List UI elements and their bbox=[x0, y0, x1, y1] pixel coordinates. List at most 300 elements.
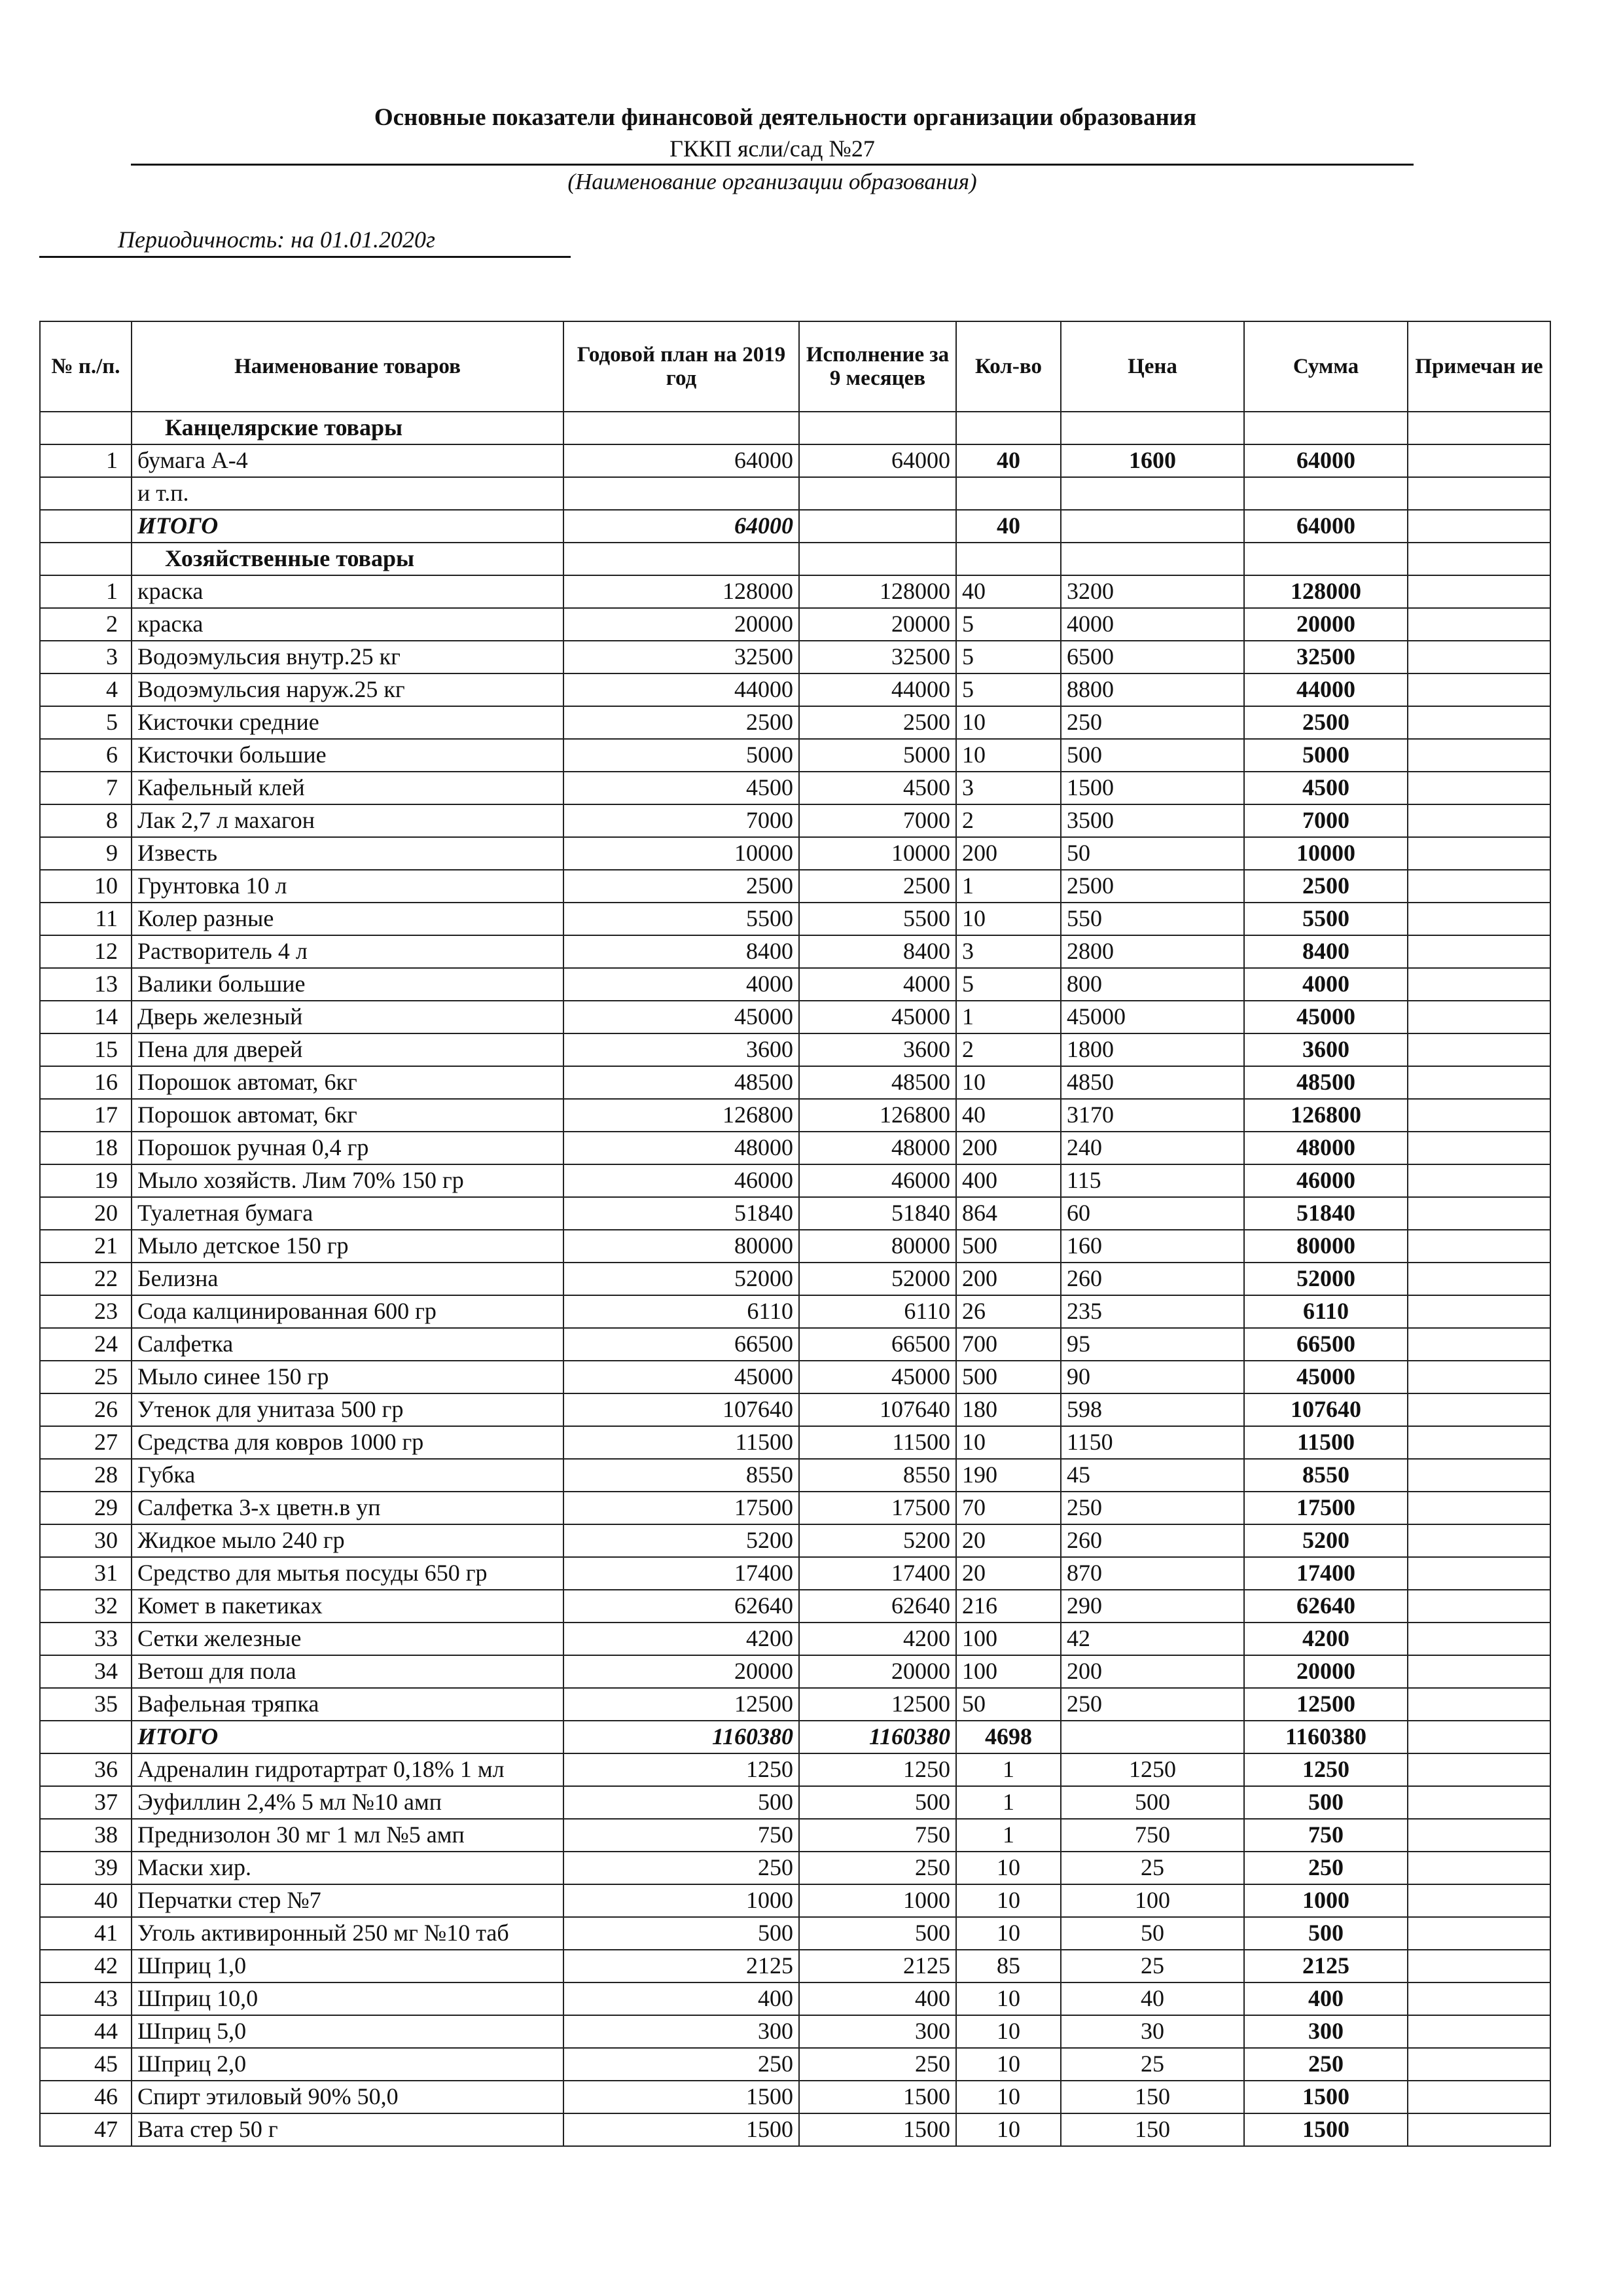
cell-qty: 100 bbox=[956, 1623, 1061, 1655]
cell-exec: 1500 bbox=[799, 2113, 956, 2146]
cell-plan: 4000 bbox=[563, 968, 799, 1001]
cell-sum: 11500 bbox=[1244, 1426, 1408, 1459]
cell-price: 550 bbox=[1061, 903, 1244, 935]
cell-notes bbox=[1408, 1066, 1550, 1099]
cell-exec: 1500 bbox=[799, 2081, 956, 2113]
cell-exec: 80000 bbox=[799, 1230, 956, 1263]
cell-plan: 32500 bbox=[563, 641, 799, 673]
cell-name: Валики большие bbox=[132, 968, 563, 1001]
cell-price: 290 bbox=[1061, 1590, 1244, 1623]
cell-name: Порошок ручная 0,4 гр bbox=[132, 1132, 563, 1164]
cell-empty bbox=[563, 412, 799, 444]
cell-exec: 2500 bbox=[799, 870, 956, 903]
cell-sum: 3600 bbox=[1244, 1033, 1408, 1066]
cell-name: Порошок автомат, 6кг bbox=[132, 1066, 563, 1099]
cell-name: Вафельная тряпка bbox=[132, 1688, 563, 1721]
cell-plan: 1500 bbox=[563, 2113, 799, 2146]
total-label: ИТОГО bbox=[132, 510, 563, 543]
cell-qty: 10 bbox=[956, 1884, 1061, 1917]
cell-price: 2500 bbox=[1061, 870, 1244, 903]
cell-sum: 48500 bbox=[1244, 1066, 1408, 1099]
cell-plan: 46000 bbox=[563, 1164, 799, 1197]
table-row bbox=[40, 444, 1550, 477]
section-title: Хозяйственные товары bbox=[132, 543, 563, 575]
cell-plan: 2125 bbox=[563, 1950, 799, 1982]
cell-notes bbox=[1408, 1852, 1550, 1884]
table-row bbox=[40, 1917, 1550, 1950]
cell-qty: 5 bbox=[956, 968, 1061, 1001]
cell-number: 16 bbox=[40, 1066, 132, 1099]
cell-plan: 12500 bbox=[563, 1688, 799, 1721]
cell-name: Мыло хозяйств. Лим 70% 150 гр bbox=[132, 1164, 563, 1197]
cell-notes bbox=[1408, 1132, 1550, 1164]
cell-notes bbox=[1408, 1295, 1550, 1328]
cell-sum: 6110 bbox=[1244, 1295, 1408, 1328]
cell-empty bbox=[563, 543, 799, 575]
cell-plan: 1500 bbox=[563, 2081, 799, 2113]
col-price-header: Цена bbox=[1061, 321, 1244, 412]
cell-notes bbox=[1408, 1459, 1550, 1492]
cell-name: Известь bbox=[132, 837, 563, 870]
periodicity: Периодичность: на 01.01.2020г bbox=[39, 226, 571, 258]
table-row bbox=[40, 2081, 1550, 2113]
cell-exec: 250 bbox=[799, 1852, 956, 1884]
cell-qty: 864 bbox=[956, 1197, 1061, 1230]
col-sum-header: Сумма bbox=[1244, 321, 1408, 412]
cell-qty: 1 bbox=[956, 870, 1061, 903]
cell-number: 1 bbox=[40, 444, 132, 477]
cell-notes bbox=[1408, 1655, 1550, 1688]
cell-price: 3170 bbox=[1061, 1099, 1244, 1132]
cell-price: 1250 bbox=[1061, 1753, 1244, 1786]
cell-exec: 48500 bbox=[799, 1066, 956, 1099]
table-row bbox=[40, 1492, 1550, 1524]
cell-price: 95 bbox=[1061, 1328, 1244, 1361]
total-row bbox=[40, 1721, 1550, 1753]
cell-sum: 5500 bbox=[1244, 903, 1408, 935]
cell-name: Шприц 1,0 bbox=[132, 1950, 563, 1982]
cell-plan: 11500 bbox=[563, 1426, 799, 1459]
table-row bbox=[40, 2113, 1550, 2146]
cell-name: Водоэмульсия внутр.25 кг bbox=[132, 641, 563, 673]
cell-plan: 20000 bbox=[563, 1655, 799, 1688]
cell-qty: 5 bbox=[956, 608, 1061, 641]
cell-qty: 1 bbox=[956, 1753, 1061, 1786]
cell-qty: 3 bbox=[956, 772, 1061, 804]
cell-sum: 4200 bbox=[1244, 1623, 1408, 1655]
cell-exec: 8550 bbox=[799, 1459, 956, 1492]
cell-name: Пена для дверей bbox=[132, 1033, 563, 1066]
cell-name: Водоэмульсия наруж.25 кг bbox=[132, 673, 563, 706]
cell-plan: 300 bbox=[563, 2015, 799, 2048]
cell-qty: 500 bbox=[956, 1361, 1061, 1393]
cell-qty: 10 bbox=[956, 1982, 1061, 2015]
cell-notes bbox=[1408, 935, 1550, 968]
organization-caption: (Наименование организации образования) bbox=[567, 169, 977, 194]
section-header-row bbox=[40, 412, 1550, 444]
cell-notes bbox=[1408, 1361, 1550, 1393]
section-title: Канцелярские товары bbox=[132, 412, 563, 444]
cell-exec: 20000 bbox=[799, 608, 956, 641]
cell-plan: 3600 bbox=[563, 1033, 799, 1066]
cell-sum: 48000 bbox=[1244, 1132, 1408, 1164]
total-price bbox=[1061, 1721, 1244, 1753]
cell-sum: 8400 bbox=[1244, 935, 1408, 968]
cell-notes bbox=[1408, 1197, 1550, 1230]
cell-number bbox=[40, 510, 132, 543]
cell-notes bbox=[1408, 575, 1550, 608]
cell-price: 3500 bbox=[1061, 804, 1244, 837]
cell-name: Адреналин гидротартрат 0,18% 1 мл bbox=[132, 1753, 563, 1786]
total-price bbox=[1061, 510, 1244, 543]
cell-empty bbox=[799, 412, 956, 444]
cell-notes bbox=[1408, 2113, 1550, 2146]
cell-exec: 126800 bbox=[799, 1099, 956, 1132]
cell-qty: 10 bbox=[956, 1852, 1061, 1884]
cell-notes bbox=[1408, 510, 1550, 543]
cell-name: Утенок для унитаза 500 гр bbox=[132, 1393, 563, 1426]
cell-sum: 500 bbox=[1244, 1917, 1408, 1950]
cell-plan: 1250 bbox=[563, 1753, 799, 1786]
cell-number: 21 bbox=[40, 1230, 132, 1263]
cell-number: 6 bbox=[40, 739, 132, 772]
cell-name: Губка bbox=[132, 1459, 563, 1492]
cell-number bbox=[40, 1721, 132, 1753]
cell-name: Вата стер 50 г bbox=[132, 2113, 563, 2146]
cell-exec: 45000 bbox=[799, 1001, 956, 1033]
table-row bbox=[40, 1393, 1550, 1426]
cell-exec: 45000 bbox=[799, 1361, 956, 1393]
cell-sum: 500 bbox=[1244, 1786, 1408, 1819]
cell-number: 46 bbox=[40, 2081, 132, 2113]
cell-qty: 200 bbox=[956, 837, 1061, 870]
table-row bbox=[40, 1164, 1550, 1197]
cell-qty: 40 bbox=[956, 575, 1061, 608]
cell-sum: 107640 bbox=[1244, 1393, 1408, 1426]
cell-name: Кафельный клей bbox=[132, 772, 563, 804]
total-plan: 64000 bbox=[563, 510, 799, 543]
cell-notes bbox=[1408, 1786, 1550, 1819]
cell-notes bbox=[1408, 2015, 1550, 2048]
cell-name: Сетки железные bbox=[132, 1623, 563, 1655]
cell-empty bbox=[956, 543, 1061, 575]
cell-exec: 2125 bbox=[799, 1950, 956, 1982]
cell-plan: 1000 bbox=[563, 1884, 799, 1917]
cell-name: Средство для мытья посуды 650 гр bbox=[132, 1557, 563, 1590]
cell-number bbox=[40, 543, 132, 575]
cell-plan: 2500 bbox=[563, 706, 799, 739]
cell-name: Жидкое мыло 240 гр bbox=[132, 1524, 563, 1557]
cell-plan: 107640 bbox=[563, 1393, 799, 1426]
cell-plan: 17500 bbox=[563, 1492, 799, 1524]
cell-sum: 44000 bbox=[1244, 673, 1408, 706]
cell-sum: 1500 bbox=[1244, 2113, 1408, 2146]
cell-name: Уголь активиронный 250 мг №10 таб bbox=[132, 1917, 563, 1950]
cell-notes bbox=[1408, 1950, 1550, 1982]
cell-qty: 1 bbox=[956, 1819, 1061, 1852]
cell-plan: 48000 bbox=[563, 1132, 799, 1164]
col-plan-header: Годовой план на 2019 год bbox=[563, 321, 799, 412]
cell-qty: 5 bbox=[956, 641, 1061, 673]
cell-price: 100 bbox=[1061, 1884, 1244, 1917]
cell-exec bbox=[799, 477, 956, 510]
cell-empty bbox=[1061, 412, 1244, 444]
cell-number: 23 bbox=[40, 1295, 132, 1328]
cell-qty: 10 bbox=[956, 2015, 1061, 2048]
cell-price: 45000 bbox=[1061, 1001, 1244, 1033]
table-row bbox=[40, 1230, 1550, 1263]
cell-price: 50 bbox=[1061, 837, 1244, 870]
cell-name: Салфетка bbox=[132, 1328, 563, 1361]
cell-name: Шприц 2,0 bbox=[132, 2048, 563, 2081]
cell-price: 1150 bbox=[1061, 1426, 1244, 1459]
table-row bbox=[40, 1557, 1550, 1590]
cell-qty: 50 bbox=[956, 1688, 1061, 1721]
cell-empty bbox=[1061, 543, 1244, 575]
cell-number: 25 bbox=[40, 1361, 132, 1393]
cell-number: 42 bbox=[40, 1950, 132, 1982]
cell-qty: 70 bbox=[956, 1492, 1061, 1524]
cell-number: 33 bbox=[40, 1623, 132, 1655]
table-row bbox=[40, 968, 1550, 1001]
cell-price: 160 bbox=[1061, 1230, 1244, 1263]
cell-qty: 10 bbox=[956, 739, 1061, 772]
cell-notes bbox=[1408, 1721, 1550, 1753]
cell-sum: 17500 bbox=[1244, 1492, 1408, 1524]
table-row bbox=[40, 575, 1550, 608]
cell-exec: 750 bbox=[799, 1819, 956, 1852]
cell-exec: 8400 bbox=[799, 935, 956, 968]
cell-number: 19 bbox=[40, 1164, 132, 1197]
cell-qty: 10 bbox=[956, 1917, 1061, 1950]
cell-number: 13 bbox=[40, 968, 132, 1001]
cell-number: 15 bbox=[40, 1033, 132, 1066]
cell-price: 150 bbox=[1061, 2113, 1244, 2146]
cell-plan: 5500 bbox=[563, 903, 799, 935]
cell-number: 37 bbox=[40, 1786, 132, 1819]
cell-sum: 5200 bbox=[1244, 1524, 1408, 1557]
cell-number: 8 bbox=[40, 804, 132, 837]
cell-price: 6500 bbox=[1061, 641, 1244, 673]
cell-exec: 62640 bbox=[799, 1590, 956, 1623]
cell-number: 1 bbox=[40, 575, 132, 608]
cell-qty: 216 bbox=[956, 1590, 1061, 1623]
cell-sum: 52000 bbox=[1244, 1263, 1408, 1295]
cell-name: краска bbox=[132, 575, 563, 608]
cell-number: 28 bbox=[40, 1459, 132, 1492]
cell-sum: 51840 bbox=[1244, 1197, 1408, 1230]
cell-number: 18 bbox=[40, 1132, 132, 1164]
cell-plan: 17400 bbox=[563, 1557, 799, 1590]
cell-name: Преднизолон 30 мг 1 мл №5 амп bbox=[132, 1819, 563, 1852]
cell-exec: 4500 bbox=[799, 772, 956, 804]
cell-qty: 500 bbox=[956, 1230, 1061, 1263]
cell-notes bbox=[1408, 1492, 1550, 1524]
cell-sum: 750 bbox=[1244, 1819, 1408, 1852]
cell-plan: 4500 bbox=[563, 772, 799, 804]
cell-price: 1800 bbox=[1061, 1033, 1244, 1066]
cell-sum: 20000 bbox=[1244, 608, 1408, 641]
table-row bbox=[40, 1819, 1550, 1852]
cell-plan: 45000 bbox=[563, 1361, 799, 1393]
cell-number: 11 bbox=[40, 903, 132, 935]
cell-plan: 10000 bbox=[563, 837, 799, 870]
cell-name: Салфетка 3-х цветн.в уп bbox=[132, 1492, 563, 1524]
cell-exec: 46000 bbox=[799, 1164, 956, 1197]
cell-sum: 20000 bbox=[1244, 1655, 1408, 1688]
cell-qty: 10 bbox=[956, 706, 1061, 739]
cell-sum: 1000 bbox=[1244, 1884, 1408, 1917]
cell-exec: 48000 bbox=[799, 1132, 956, 1164]
cell-name: Кисточки большие bbox=[132, 739, 563, 772]
cell-price: 150 bbox=[1061, 2081, 1244, 2113]
cell-notes bbox=[1408, 804, 1550, 837]
cell-notes bbox=[1408, 1164, 1550, 1197]
table-row bbox=[40, 1197, 1550, 1230]
cell-exec: 500 bbox=[799, 1917, 956, 1950]
cell-qty: 200 bbox=[956, 1263, 1061, 1295]
organization-name: ГККП ясли/сад №27 bbox=[131, 135, 1414, 166]
cell-sum: 128000 bbox=[1244, 575, 1408, 608]
table-row bbox=[40, 935, 1550, 968]
cell-sum: 1250 bbox=[1244, 1753, 1408, 1786]
cell-exec: 10000 bbox=[799, 837, 956, 870]
cell-plan: 44000 bbox=[563, 673, 799, 706]
cell-price: 25 bbox=[1061, 2048, 1244, 2081]
total-exec bbox=[799, 510, 956, 543]
cell-notes bbox=[1408, 1590, 1550, 1623]
cell-price: 240 bbox=[1061, 1132, 1244, 1164]
cell-notes bbox=[1408, 1393, 1550, 1426]
table-row bbox=[40, 477, 1550, 510]
cell-notes bbox=[1408, 1557, 1550, 1590]
cell-sum: 2125 bbox=[1244, 1950, 1408, 1982]
cell-name: Туалетная бумага bbox=[132, 1197, 563, 1230]
cell-notes bbox=[1408, 706, 1550, 739]
cell-notes bbox=[1408, 641, 1550, 673]
cell-notes bbox=[1408, 1328, 1550, 1361]
cell-number: 27 bbox=[40, 1426, 132, 1459]
cell-exec: 2500 bbox=[799, 706, 956, 739]
total-plan: 1160380 bbox=[563, 1721, 799, 1753]
col-name-header: Наименование товаров bbox=[132, 321, 563, 412]
cell-sum: 62640 bbox=[1244, 1590, 1408, 1623]
cell-price: 115 bbox=[1061, 1164, 1244, 1197]
cell-number: 24 bbox=[40, 1328, 132, 1361]
table-row bbox=[40, 1623, 1550, 1655]
cell-name: Грунтовка 10 л bbox=[132, 870, 563, 903]
cell-number: 3 bbox=[40, 641, 132, 673]
cell-plan: 250 bbox=[563, 1852, 799, 1884]
cell-name: бумага А-4 bbox=[132, 444, 563, 477]
cell-exec: 5000 bbox=[799, 739, 956, 772]
table-row bbox=[40, 1786, 1550, 1819]
cell-plan: 126800 bbox=[563, 1099, 799, 1132]
cell-empty bbox=[1408, 412, 1550, 444]
cell-exec: 1000 bbox=[799, 1884, 956, 1917]
cell-sum bbox=[1244, 477, 1408, 510]
table-row bbox=[40, 1688, 1550, 1721]
cell-plan: 8550 bbox=[563, 1459, 799, 1492]
cell-notes bbox=[1408, 903, 1550, 935]
total-qty: 4698 bbox=[956, 1721, 1061, 1753]
cell-notes bbox=[1408, 1524, 1550, 1557]
table-row bbox=[40, 1066, 1550, 1099]
cell-price: 260 bbox=[1061, 1524, 1244, 1557]
table-row bbox=[40, 608, 1550, 641]
cell-price: 260 bbox=[1061, 1263, 1244, 1295]
cell-exec: 51840 bbox=[799, 1197, 956, 1230]
cell-qty: 20 bbox=[956, 1557, 1061, 1590]
cell-name: Лак 2,7 л махагон bbox=[132, 804, 563, 837]
cell-name: Дверь железный bbox=[132, 1001, 563, 1033]
cell-plan: 400 bbox=[563, 1982, 799, 2015]
col-notes-header: Примечан ие bbox=[1408, 321, 1550, 412]
cell-notes bbox=[1408, 1819, 1550, 1852]
cell-price: 42 bbox=[1061, 1623, 1244, 1655]
cell-plan: 66500 bbox=[563, 1328, 799, 1361]
cell-exec: 300 bbox=[799, 2015, 956, 2048]
table-row bbox=[40, 1655, 1550, 1688]
cell-price: 30 bbox=[1061, 2015, 1244, 2048]
table-row bbox=[40, 1361, 1550, 1393]
cell-notes bbox=[1408, 1001, 1550, 1033]
cell-number: 10 bbox=[40, 870, 132, 903]
cell-price: 8800 bbox=[1061, 673, 1244, 706]
table-row bbox=[40, 673, 1550, 706]
cell-plan: 51840 bbox=[563, 1197, 799, 1230]
table-row bbox=[40, 870, 1550, 903]
table-row bbox=[40, 1132, 1550, 1164]
cell-qty bbox=[956, 477, 1061, 510]
cell-price: 250 bbox=[1061, 1688, 1244, 1721]
cell-number: 43 bbox=[40, 1982, 132, 2015]
cell-notes bbox=[1408, 837, 1550, 870]
cell-name: Шприц 10,0 bbox=[132, 1982, 563, 2015]
cell-plan: 62640 bbox=[563, 1590, 799, 1623]
table-row bbox=[40, 1950, 1550, 1982]
cell-exec: 64000 bbox=[799, 444, 956, 477]
cell-sum: 46000 bbox=[1244, 1164, 1408, 1197]
cell-number: 31 bbox=[40, 1557, 132, 1590]
cell-sum: 80000 bbox=[1244, 1230, 1408, 1263]
cell-plan: 500 bbox=[563, 1917, 799, 1950]
cell-plan: 8400 bbox=[563, 935, 799, 968]
cell-number: 47 bbox=[40, 2113, 132, 2146]
cell-qty: 100 bbox=[956, 1655, 1061, 1688]
cell-exec: 17500 bbox=[799, 1492, 956, 1524]
cell-name: Эуфиллин 2,4% 5 мл №10 амп bbox=[132, 1786, 563, 1819]
cell-sum: 17400 bbox=[1244, 1557, 1408, 1590]
cell-plan: 52000 bbox=[563, 1263, 799, 1295]
cell-plan: 128000 bbox=[563, 575, 799, 608]
table-row bbox=[40, 804, 1550, 837]
cell-number: 12 bbox=[40, 935, 132, 968]
col-qty-header: Кол-во bbox=[956, 321, 1061, 412]
table-row bbox=[40, 1099, 1550, 1132]
financial-table bbox=[39, 321, 1551, 2147]
cell-number bbox=[40, 477, 132, 510]
cell-plan: 750 bbox=[563, 1819, 799, 1852]
total-row bbox=[40, 510, 1550, 543]
cell-price: 200 bbox=[1061, 1655, 1244, 1688]
cell-plan: 5200 bbox=[563, 1524, 799, 1557]
table-row bbox=[40, 2048, 1550, 2081]
cell-exec: 20000 bbox=[799, 1655, 956, 1688]
cell-price: 800 bbox=[1061, 968, 1244, 1001]
cell-price: 25 bbox=[1061, 1852, 1244, 1884]
table-row bbox=[40, 1033, 1550, 1066]
